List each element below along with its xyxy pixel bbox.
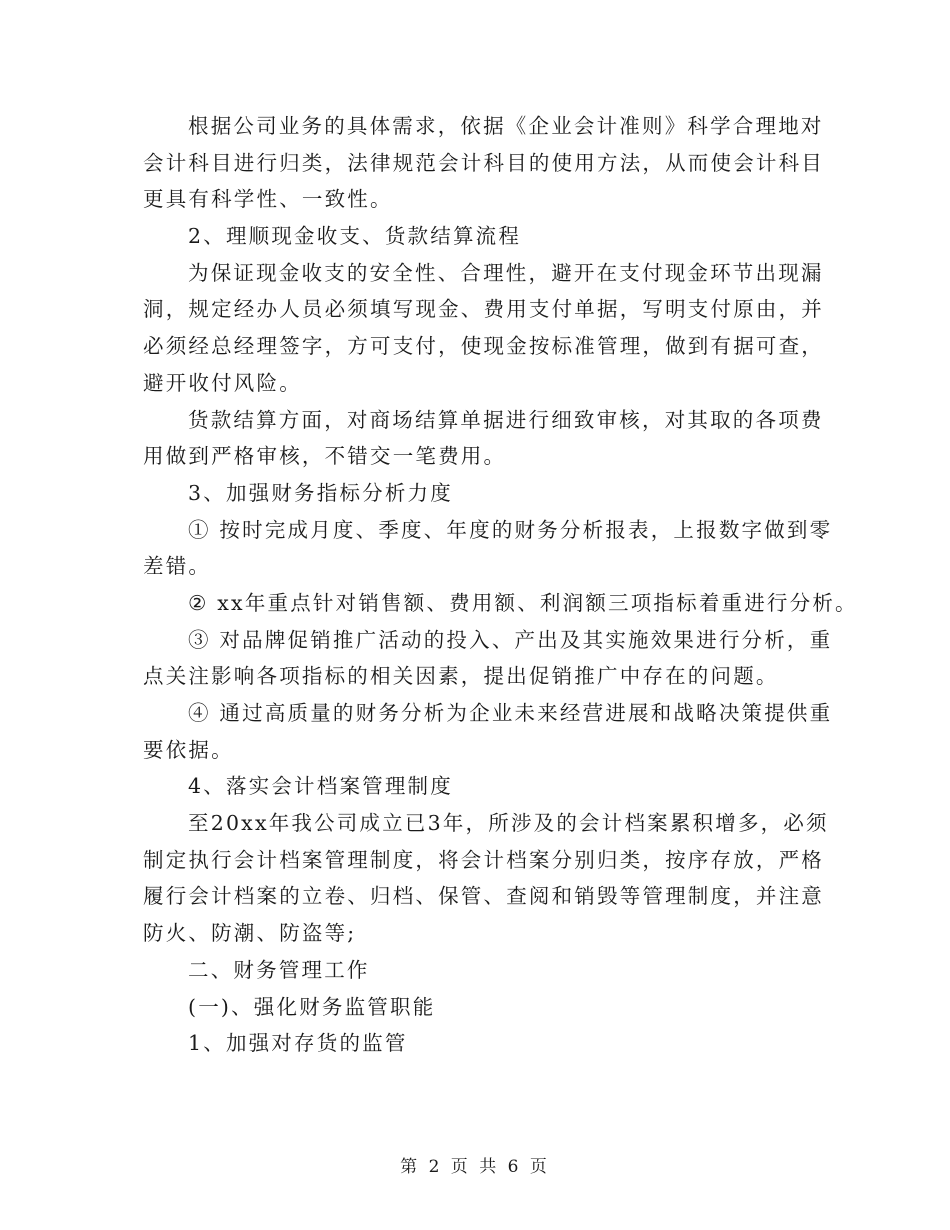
text-line: 洞，规定经办人员必须填写现金、费用支付单据，写明支付原由，并 [143,297,824,322]
text-line: ② xx年重点针对销售额、费用额、利润额三项指标着重进行分析。 [188,590,858,615]
text-line: 用做到严格审核，不错交一笔费用。 [143,444,507,469]
text-line: 履行会计档案的立卷、归档、保管、查阅和销毁等管理制度，并注意 [143,884,824,909]
text-line: 防火、防潮、防盗等; [143,921,357,946]
text-line: ④ 通过高质量的财务分析为企业未来经营进展和战略决策提供重 [188,701,833,725]
text-line: 3、加强财务指标分析力度 [188,480,453,505]
text-line: 1、加强对存货的监管 [188,1031,408,1056]
text-line: 要依据。 [143,737,234,762]
text-line: 会计科目进行归类，法律规范会计科目的使用方法，从而使会计科目 [143,150,824,175]
text-line: 根据公司业务的具体需求，依据《企业会计准则》科学合理地对 [188,114,824,138]
text-line: 为保证现金收支的安全性、合理性，避开在支付现金环节出现漏 [188,260,824,285]
text-line: 4、落实会计档案管理制度 [188,774,453,799]
document-body [143,108,858,1062]
text-line: 制定执行会计档案管理制度，将会计档案分别归类，按序存放，严格 [143,847,824,872]
text-line: 差错。 [143,554,212,579]
text-line: 必须经总经理签字，方可支付，使现金按标准管理，做到有据可查， [143,334,824,359]
text-line: 点关注影响各项指标的相关因素，提出促销推广中存在的问题。 [143,664,779,689]
page-footer: 第 2 页 共 6 页 [400,1157,550,1177]
text-line: 货款结算方面，对商场结算单据进行细致审核，对其取的各项费 [188,407,824,432]
text-line: ① 按时完成月度、季度、年度的财务分析报表，上报数字做到零 [188,517,833,542]
text-line: ③ 对品牌促销推广活动的投入、产出及其实施效果进行分析，重 [188,627,833,652]
text-line: 二、财务管理工作 [188,957,370,982]
text-line: 避开收付风险。 [143,370,302,395]
text-line: 至20xx年我公司成立已3年，所涉及的会计档案累积增多，必须 [188,811,829,836]
text-line: (一)、强化财务监管职能 [188,994,436,1019]
text-line: 更具有科学性、一致性。 [143,187,393,212]
text-line: 2、理顺现金收支、货款结算流程 [188,224,522,249]
